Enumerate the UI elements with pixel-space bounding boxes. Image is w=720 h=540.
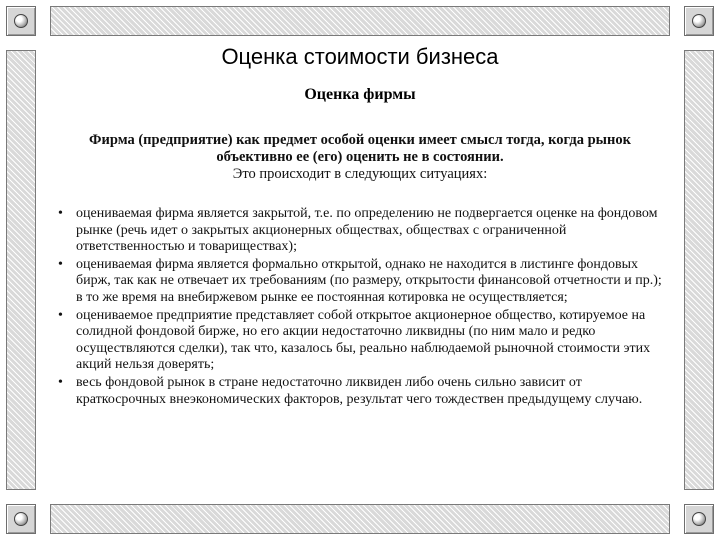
corner-button-icon xyxy=(6,6,36,36)
list-item xyxy=(56,308,668,374)
list-item xyxy=(56,206,668,256)
frame-bottom-strip xyxy=(50,504,670,534)
intro-bold-text: Фирма (предприятие) как предмет особой оценки имеет смысл тогда, когда рынок объективно ее (его) оценить не в состоянии. xyxy=(89,132,631,165)
corner-button-icon xyxy=(6,504,36,534)
corner-button-icon xyxy=(684,6,714,36)
list-item-text: оцениваемое предприятие представляет собой открытое акционерное общество, котируемое на солидной фондовой бирже, но его акции недостаточно ликвидны (по ним мало и редко осуществляются сделки), так что, казалось бы, реально наблюдаемой рыночной стоимости этих акций нельзя доверять; xyxy=(76,307,651,373)
list-item xyxy=(56,257,668,307)
list-item-text: оцениваемая фирма является формально открытой, однако не находится в листинге фондовых бирж, так как не отвечает их требованиям (по размеру, открытости финансовой отчетности и пр.); в то же время на внебиржевом рынке ее постоянная котировка не осуществляется; xyxy=(76,256,662,305)
list-item xyxy=(56,375,668,408)
bullet-icon: • xyxy=(58,307,63,323)
corner-button-icon xyxy=(684,504,714,534)
section-heading: Оценка фирмы xyxy=(304,86,416,103)
slide-title: Оценка стоимости бизнеса xyxy=(221,44,499,69)
list-item-text: весь фондовой рынок в стране недостаточно ликвиден либо очень сильно зависит от краткосрочных внеэкономических факторов, результат чего тождествен предыдущему случаю. xyxy=(76,374,643,407)
frame-left-strip xyxy=(6,50,36,490)
bullet-icon: • xyxy=(58,256,63,272)
situations-list xyxy=(56,206,668,409)
frame-right-strip xyxy=(684,50,714,490)
bullet-icon: • xyxy=(58,374,63,390)
bullet-icon: • xyxy=(58,206,63,221)
intro-text: Это происходит в следующих ситуациях: xyxy=(232,166,488,182)
list-item-text: оцениваемая фирма является закрытой, т.е. по определению не подвергается оценке на фондовом рынке (речь идет о закрытых акционерных обществах, обществах с ограниченной ответственностью и товариществах); xyxy=(76,206,658,255)
intro-paragraph xyxy=(52,132,668,183)
frame-top-strip xyxy=(50,6,670,36)
